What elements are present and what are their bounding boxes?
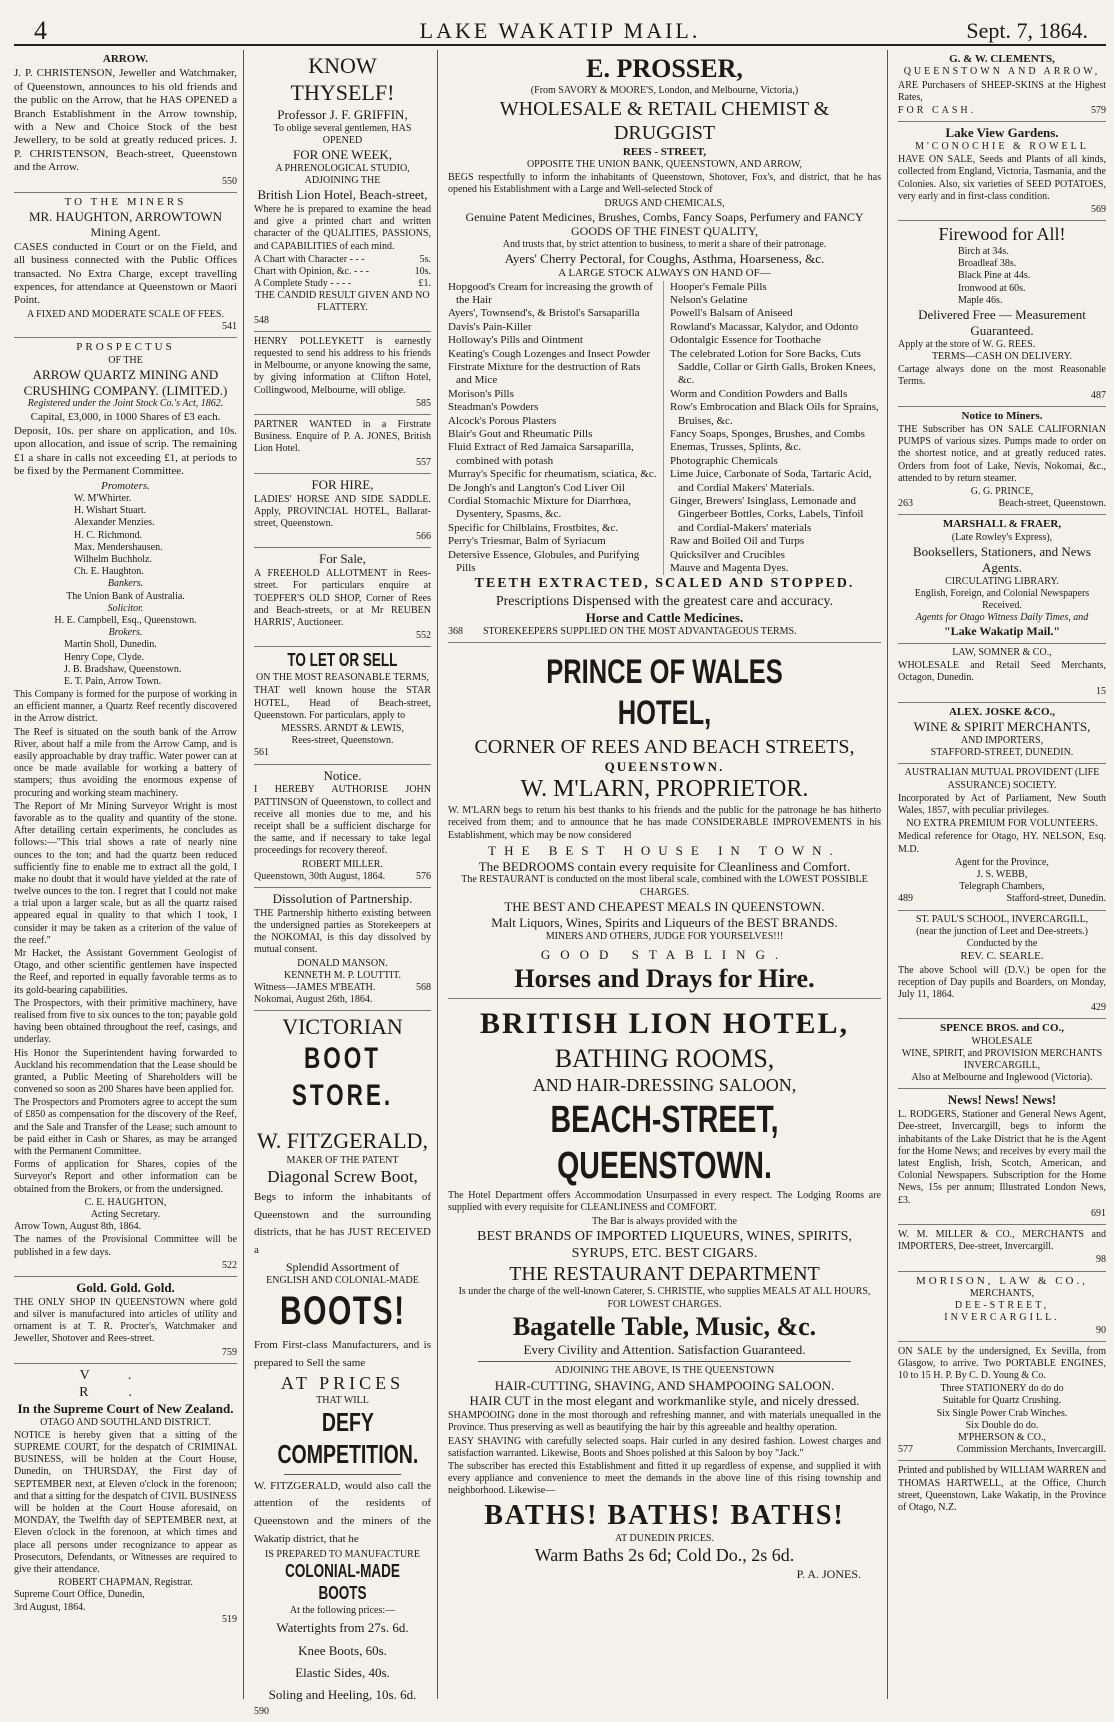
ad-notice: Notice. I HEREBY AUTHORISE JOHN PATTINSON of Queenstown, to collect and receive all monies due to me, and his receipt shall be a sufficient discharge for the same, and if necessary to take legal proceedings for recovery thereof. ROBERT MILLER. Queenstown, 30th August, 1864. 576 [254,765,431,888]
list-item: Photographic Chemicals [670,454,778,467]
list-item: Ayers', Townsend's, & Bristol's Sarsaparilla [448,307,640,320]
ad-boot-store: VICTORIAN BOOT STORE. W. FITZGERALD, MAKER OF THE PATENT Diagonal Screw Boot, Begs to inform the inhabitants of Queenstown and the surrounding districts, that he has JUST RECEIVED a Splendid Assortment of ENGLISH AND COLONIAL-MADE BOOTS! From First-class Manufacturers, and is prepared to Sell the same AT PRICES THAT WILL DEFY COMPETITION. W. FITZGERALD, would also call the attention of the residents of Queenstown and the miners of the Wakatip district, that he IS PREPARED TO MANUFACTURE COLONIAL-MADE BOOTS At the following prices:— Watertights from 27s. 6d. Knee Boots, 60s. Elastic Sides, 40s. Soling and Heeling, 10s. 6d. 590 [254,1014,431,1717]
list-item: Davis's Pain-Killer [448,320,532,333]
list-item: Enemas, Trusses, Splints, &c. [670,441,802,454]
list-item: Rowland's Macassar, Kalydor, and Odonto [670,320,859,333]
ad-miller: W. M. MILLER & CO., MERCHANTS and IMPORTERS, Dee-street, Invercargill. 98 [898,1225,1106,1272]
list-item: Fluid Extract of Red Jamaica Sarsaparilla, combined with potash [448,441,634,467]
ad-christenson: ARROW. J. P. CHRISTENSON, Jeweller and Watchmaker, of Queenstown, announces to his old friends and the public on the Arrow, that he HAS OPENED a Branch Establishment in the Arrow township, with a New and Choice Stock of the best Jewellery, to be sold at greatly reduced prices. J. P. CHRISTENSON, Beach-street, Queenstown and the Arrow. 550 [14,50,237,193]
list-item: Firstrate Mixture for the destruction of Rats and Mice [448,360,641,387]
ad-british-lion: BRITISH LION HOTEL, BATHING ROOMS, AND HAIR-DRESSING SALOON, BEACH-STREET, QUEENSTOWN. The Hotel Department offers Accommodation Unsurpassed in every respect. The Lodging Rooms are supplied with every requisite for CLEANLINESS and COMFORT. The Bar is always provided with the BEST BRANDS OF IMPORTED LIQUEURS, WINES, SPIRITS, SYRUPS, ETC. BEST CIGARS. THE RESTAURANT DEPARTMENT Is under the charge of the well-known Caterer, S. CHRISTIE, who supplies MEALS AT ALL HOURS, FOR LOWEST CHARGES. Bagatelle Table, Music, &c. Every Civility and Attention. Satisfaction Guaranteed. ADJOINING THE ABOVE, IS THE QUEENSTOWN HAIR-CUTTING, SHAVING, AND SHAMPOOING SALOON. HAIR CUT in the most elegant and workmanlike style, and nicely dressed. SHAMPOOING done in the most thorough and refreshing manner, and with materials unequalled in the Province. Thus preserving as well as beautifying the hair by this agreeable and healthy operation. EASY SHAVING with carefully selected soaps. Hair curled in any desired fashion. Lowest charges and satisfaction warranted. Likewise, Boots and Shoes polished at this Saloon by boy "Jack." The subscriber has erected this Establishment and fitted it up regardless of expense, and supplied it with every appliance and convenience to meet the demands in the above line of this rising township and neighborhood. Likewise— BATHS! BATHS! BATHS! AT DUNEDIN PRICES. Warm Baths 2s 6d; Cold Do., 2s 6d. P. A. JONES. [448,1007,881,1581]
ad-firewood: Firewood for All! Birch at 34s. Broadleaf 38s. Black Pine at 44s. Ironwood at 60s. Maple 46s. Delivered Free — Measurement Guaranteed. Apply at the store of W. G. REES. TERMS—CASH ON DELIVERY. Cartage always done on the most Reasonable Terms. 487 [898,221,1106,407]
list-item: Lime Juice, Carbonate of Soda, Tartaric Acid, and Cordial Makers' Materials. [670,468,872,494]
ad-clements: G. & W. CLEMENTS, QUEENSTOWN AND ARROW, ARE Purchasers of SHEEP-SKINS at the Highest Rates, FOR CASH. 579 [898,50,1106,122]
ad-griffin: KNOW THYSELF! Professor J. F. GRIFFIN, To oblige several gentlemen, HAS OPENED FOR ONE WEEK, A PHRENOLOGICAL STUDIO, ADJOINING THE British Lion Hotel, Beach-street, Where he is prepared to examine the head and give a printed chart and written character of the QUALITIES, PASSIONS, and CAPABILITIES of each mind. A Chart with Character - - - 5s. Chart with Opinion, &c. - - - 10s. A Complete Study - - - - £1. THE CANDID RESULT GIVEN AND NO FLATTERY. 548 [254,50,431,332]
masthead [14,6,1106,46]
list-item: Nelson's Gelatine [670,293,748,306]
ad-lake-view: Lake View Gardens. M'CONOCHIE & ROWELL HAVE ON SALE, Seeds and Plants of all kinds, collected from England, Victoria, Tasmania, and the Colonies. Also, six varieties of SEED POTATOES, very early and in first-class condition. 569 [898,122,1106,221]
list-item: Mauve and Magenta Dyes. [670,562,789,575]
list-item: Row's Embrocation and Black Oils for Sprains, Bruises, &c. [670,401,879,427]
ad-amp-society: AUSTRALIAN MUTUAL PROVIDENT (LIFE ASSURANCE) SOCIETY. Incorporated by Act of Parliament, New South Wales, 1857, with peculiar privileges. NO EXTRA PREMIUM FOR VOLUNTEERS. Medical reference for Otago, HY. NELSON, Esq. M.D. Agent for the Province, J. S. WEBB, Telegraph Chambers, 489 Stafford-street, Dunedin. [898,764,1106,910]
ad-news: News! News! News! L. RODGERS, Stationer and General News Agent, Dee-street, Invercargill, begs to inform the inhabitants of the Lake District that he is the Agent for the Home News; and receives by every mail the latest English, Irish, Scotch, American, and Colonial Newspapers. Subscription for the Home News, 15s per annum; Illustrated London News, £3. 691 [898,1089,1106,1225]
ad-for-sale: For Sale, A FREEHOLD ALLOTMENT in Rees-street. For particulars enquire at TOEPFER'S OLD SHOP, Corner of Rees and Beach-streets, or at Mr REUBEN HARRIS', Auctioneer. 552 [254,548,431,647]
ad-law-somner: LAW, SOMNER & CO., WHOLESALE and Retail Seed Merchants, Octagon, Dunedin. 15 [898,644,1106,703]
list-item: Holloway's Pills and Ointment [448,334,583,347]
ad-for-hire: FOR HIRE, LADIES' HORSE AND SIDE SADDLE. Apply, PROVINCIAL HOTEL, Ballarat-street, Queenstown. 566 [254,474,431,549]
ad-prosser: E. PROSSER, (From SAVORY & MOORE'S, London, and Melbourne, Victoria,) WHOLESALE & RETAIL CHEMIST & DRUGGIST REES - STREET, OPPOSITE THE UNION BANK, QUEENSTOWN, AND ARROW, BEGS respectfully to inform the inhabitants of Queenstown, Shotover, Fox's, and district, that he has opened his Establishment with a Large and Well-selected Stock of DRUGS AND CHEMICALS, Genuine Patent Medicines, Brushes, Combs, Fancy Soaps, Perfumery and FANCY GOODS OF THE FINEST QUALITY, And trusts that, by strict attention to business, to merit a share of their patronage. Ayers' Cherry Pectoral, for Coughs, Asthma, Hoarseness, &c. A LARGE STOCK ALWAYS ON HAND OF— Hopgood's Cream for increasing the growth of the Hair Ayers', Townsend's, & Bristol's Sarsaparilla Davis's Pain-Killer Holloway's Pills and Ointment Keating's Cough Lozenges and Insect Powder Firstrate Mixture for the destruction of Rats and Mice Morison's Pills Steadman's Powders Alcock's Porous Plasters Blair's Gout and Rheumatic Pills Fluid Extract of Red Jamaica Sarsaparilla, combined with potash Murray's Specific for rheumatism, sciatica, &c. De Jongh's and Langton's Cod Liver Oil Cordial Stomachic Mixture for Diarrhœa, Dysentery, Spasms, &c. Specific for Chilblains, Frostbites, &c. Perry's Triesmar, Balm of Syriacum Detersive Essence, Globules, and Purifying Pills Hooper's Female Pills Nelson's Gelatine Powell's Balsam of Aniseed Rowland's Macassar, Kalydor, and Odonto Odontalgic Essence for Toothache The celebrated Lotion for Sore Backs, Cuts Saddle, Collar or Girth Galls, Broken Knees, &c. Worm and Condition Powders and Balls Row's Embrocation and Black Oils for Sprains, Bruises, &c. Fancy Soaps, Sponges, Brushes, and Combs Enemas, Trusses, Splints, &c. Photographic Chemicals Lime Juice, Carbonate of Soda, Tartaric Acid, and Cordial Makers' Materials. Ginger, Brewers' Isinglass, Lemonade and Gingerbeer Bottles, Corks, Labels, Tinfoil and Cordial-Makers' materials Raw and Boiled Oil and Turps Quicksilver and Crucibles Mauve and Magenta Dyes. TEETH EXTRACTED, SCALED AND STOPPED. Prescriptions Dispensed with the greatest care and accuracy. Horse and Cattle Medicines. 368 STOREKEEPERS SUPPLIED ON THE MOST ADVANTAGEOUS TERMS. [448,50,881,643]
issue-date: Sept. 7, 1864. [966,18,1088,43]
ad-polleykett: HENRY POLLEYKETT is earnestly requested to send his address to his friends in Melbourne, or anyone knowing the same, by giving information at Clifton Hotel, Collingwood, Melbourne, will oblige. 585 [254,332,431,415]
ad-prince-of-wales: PRINCE OF WALES HOTEL, CORNER OF REES AND BEACH STREETS, QUEENSTOWN. W. M'LARN, PROPRIETOR. W. M'LARN begs to return his best thanks to his friends and the public for the patronage he has hitherto received from them; and to announce that he has made CONSIDERABLE IMPROVEMENTS in his Establishment, which may be now considered THE BEST HOUSE IN TOWN. The BEDROOMS contain every requisite for Cleanliness and Comfort. The RESTAURANT is conducted on the most liberal scale, combined with the LOWEST POSSIBLE CHARGES. THE BEST AND CHEAPEST MEALS IN QUEENSTOWN. Malt Liquors, Wines, Spirits and Liqueurs of the BEST BRANDS. MINERS AND OTHERS, JUDGE FOR YOURSELVES!!! GOOD STABLING. Horses and Drays for Hire. [448,643,881,1000]
column-1 [14,50,244,1699]
list-item: Murray's Specific for rheumatism, sciatica, &c. [448,468,657,481]
page-number: 4 [34,16,47,45]
column-3 [442,50,888,1699]
ad-supreme-court: V. R. In the Supreme Court of New Zealand. OTAGO AND SOUTHLAND DISTRICT. NOTICE is hereby given that a sitting of the SUPREME COURT, for the despatch of CRIMINAL BUSINESS, will be holden at the Court House, Dunedin, on THURSDAY, the First day of SEPTEMBER next, at Eleven o'clock in the forenoon; and that a sitting for the despatch of CIVIL BUSINESS will be holden at the Court House aforesaid, on MONDAY, the Twelfth day of SEPTEMBER next, at Eleven o'clock in the forenoon, at which times and place all persons under recognizance to appear as Prosecutors, Defendants, or Witnesses are required to give their attendance. ROBERT CHAPMAN, Registrar. Supreme Court Office, Dunedin, 3rd August, 1864. 519 [14,1367,237,1625]
ad-joske: ALEX. JOSKE &CO., WINE & SPIRIT MERCHANTS, AND IMPORTERS, STAFFORD-STREET, DUNEDIN. [898,703,1106,765]
list-item: Hooper's Female Pills [670,280,767,293]
list-item: Keating's Cough Lozenges and Insect Powder [448,347,651,360]
ad-to-let: TO LET OR SELL ON THE MOST REASONABLE TERMS, THAT well known house the STAR HOTEL, Head of Beach-street, Queenstown. For particulars, apply to MESSRS. ARNDT & LEWIS, Rees-street, Queenstown. 561 [254,647,431,764]
ad-spence: SPENCE BROS. and CO., WHOLESALE WINE, SPIRIT, and PROVISION MERCHANTS INVERCARGILL, Also at Melbourne and Inglewood (Victoria). [898,1019,1106,1089]
drug-list-right [670,281,881,576]
ad-dissolution: Dissolution of Partnership. THE Partnership hitherto existing between the undersigned parties as Storekeepers at the NOKOMAI, is this day dissolved by mutual consent. DONALD MANSON. KENNETH M. P. LOUTTIT. Witness—JAMES M'BEATH. 568 Nokomai, August 26th, 1864. [254,888,431,1011]
list-item: Odontalgic Essence for Toothache [670,334,821,347]
list-item: Blair's Gout and Rheumatic Pills [448,428,593,441]
column-2 [248,50,438,1717]
ad-engines: ON SALE by the undersigned, Ex Sevilla, from Glasgow, to arrive. Two PORTABLE ENGINES, 10 to 15 H. P. By C. D. Young & Co. Three STATIONERY do do do Suitable for Quartz Crushing. Six Single Power Crab Winches. Six Double do do. M'PHERSON & CO., 577 Commission Merchants, Invercargill. [898,1342,1106,1462]
list-item: Worm and Condition Powders and Balls [670,387,848,400]
list-item: Steadman's Powders [448,401,539,414]
list-item: Alcock's Porous Plasters [448,414,557,427]
ad-st-pauls: ST. PAUL'S SCHOOL, INVERCARGILL, (near the junction of Leet and Dee-streets.) Conducted by the REV. C. SEARLE. The above School will (D.V.) be open for the reception of Day pupils and Boarders, on Monday, July 11, 1864. 429 [898,911,1106,1020]
list-item: The celebrated Lotion for Sore Backs, Cuts Saddle, Collar or Girth Galls, Broken Knees, &c. [670,347,876,387]
ad-morison: MORISON, LAW & CO., MERCHANTS, DEE-STREET, INVERCARGILL. 90 [898,1272,1106,1342]
ad-notice-miners: Notice to Miners. THE Subscriber has ON SALE CALIFORNIAN PUMPS of various sizes. Pumps made to order on the shortest notice, and at greatly reduced rates. Orders from foot of Lake, Nevis, Nokomai, &c., attended to by return steamer. G. G. PRINCE, 263 Beach-street, Queenstown. [898,407,1106,516]
newspaper-title: LAKE WAKATIP MAIL. [419,18,701,43]
list-item: Cordial Stomachic Mixture for Diarrhœa, Dysentery, Spasms, &c. [448,495,631,521]
list-item: Fancy Soaps, Sponges, Brushes, and Combs [670,428,865,441]
list-item: Perry's Triesmar, Balm of Syriacum [448,535,606,548]
list-item: Powell's Balsam of Aniseed [670,307,793,320]
list-item: Quicksilver and Crucibles [670,548,785,561]
list-item: Hopgood's Cream for increasing the growth of the Hair [448,280,653,306]
list-item: De Jongh's and Langton's Cod Liver Oil [448,481,625,494]
ad-haughton: TO THE MINERS MR. HAUGHTON, ARROWTOWN Mining Agent. CASES conducted in Court or on the Field, and all business connected with the Public Offices transacted. No Extra Charge, except travelling expences, for attendance at Queenstown or Maori Point. A FIXED AND MODERATE SCALE OF FEES. 541 [14,193,237,338]
drug-list-left [448,281,664,576]
ad-partner: PARTNER WANTED in a Firstrate Business. Enquire of P. A. JONES, British Lion Hotel. 557 [254,415,431,474]
list-item: Ginger, Brewers' Isinglass, Lemonade and Gingerbeer Bottles, Corks, Labels, Tinfoil and Cordial-Makers' materials [670,495,864,534]
list-item: Specific for Chilblains, Frostbites, &c. [448,521,619,534]
ad-marshall: MARSHALL & FRAER, (Late Rowley's Express), Booksellers, Stationers, and News Agents. CIRCULATING LIBRARY. English, Foreign, and Colonial Newspapers Received. Agents for Otago Witness Daily Times, and "Lake Wakatip Mail." [898,515,1106,644]
ad-gold: Gold. Gold. Gold. THE ONLY SHOP IN QUEENSTOWN where gold and silver is manufactured into articles of utility and ornament is at T. R. Procter's, Watchmaker and Jeweller, Shotover and Rees-street. 759 [14,1277,237,1364]
column-4 [892,50,1106,1699]
list-item: Raw and Boiled Oil and Turps [670,535,805,548]
imprint: Printed and published by WILLIAM WARREN and THOMAS HARTWELL, at the Office, Church street, Queenstown, Lake Wakatip, in the Province of Otago, N.Z. [898,1465,1106,1513]
list-item: Morison's Pills [448,387,514,400]
ad-prospectus: PROSPECTUS OF THE ARROW QUARTZ MINING AND CRUSHING COMPANY. (LIMITED.) Registered under the Joint Stock Co.'s Act, 1862. Capital, £3,000, in 1000 Shares of £3 each. Deposit, 10s. per share on application, and 10s. upon allocation, and issue of scrip. The remaining £1 a share in calls not exceeding £1, at periods to be fixed by the Permanent Committee. Promoters. W. M'Whirter. H. Wishart Stuart. Alexander Menzies. H. C. Richmond. Max. Mendershausen. Wilhelm Buchholz. Ch. E. Haughton. Bankers. The Union Bank of Australia. Solicitor. H. E. Campbell, Esq., Queenstown. Brokers. Martin Sholl, Dunedin. Henry Cope, Clyde. J. B. Bradshaw, Queenstown. E. T. Pain, Arrow Town. This Company is formed for the purpose of working in an efficient manner, a Quartz Reef recently discovered in the Arrow district. The Reef is situated on the south bank of the Arrow River, about half a mile from the Arrow Camp, and is easily approachable by dray traffic. Water power can at once be made available for working a battery of stampers; thus avoiding the enormous expense of procuring and working steam machinery. The Report of Mr Mining Surveyor Wright is most favorable as to the quality and quantity of the stone. After detailing certain experiments, he concludes as follows:—"This trial shows a rate of nearly nine ounces to the ton; and had the quartz been reduced sufficiently fine to enable me to extract all the gold, I make no doubt that it would have yielded at the rate of twelve ounces to the ton. I regret that I could not make a trial upon a larger scale, but as all the quartz raised appeared equal in quality to that which I took, I consider it may be taken as a criterion of the value of the reef." Mr Hacket, the Assistant Government Geologist of Otago, and other scientific gentlemen have inspected the Reef, and reported in equally favorable terms as to its gold-bearing capabilities. The Prospectors, with their primitive machinery, have realised from five to six ounces to the ton; payable gold having been obtained throughout the reef, casings, and underlay. His Honor the Superintendent having forwarded to Auckland his recommendation that the Lease should be granted, a Public Meeting of Shareholders will be convened so soon as 200 Shares have been applied for. The Prospectors and Promoters agree to accept the sum of £850 as compensation for the discovery of the Reef, and the Sale and Transfer of the Lease; such amount to be paid either in Cash or Shares, as may be arranged with the Permanent Committee. Forms of application for Shares, copies of the Surveyor's Report and other information can be obtained from the Brokers, or from the undersigned. C. E. HAUGHTON, Acting Secretary. Arrow Town, August 8th, 1864. The names of the Provisional Committee will be published in a few days. 522 [14,338,237,1277]
list-item: Detersive Essence, Globules, and Purifying Pills [448,548,640,575]
